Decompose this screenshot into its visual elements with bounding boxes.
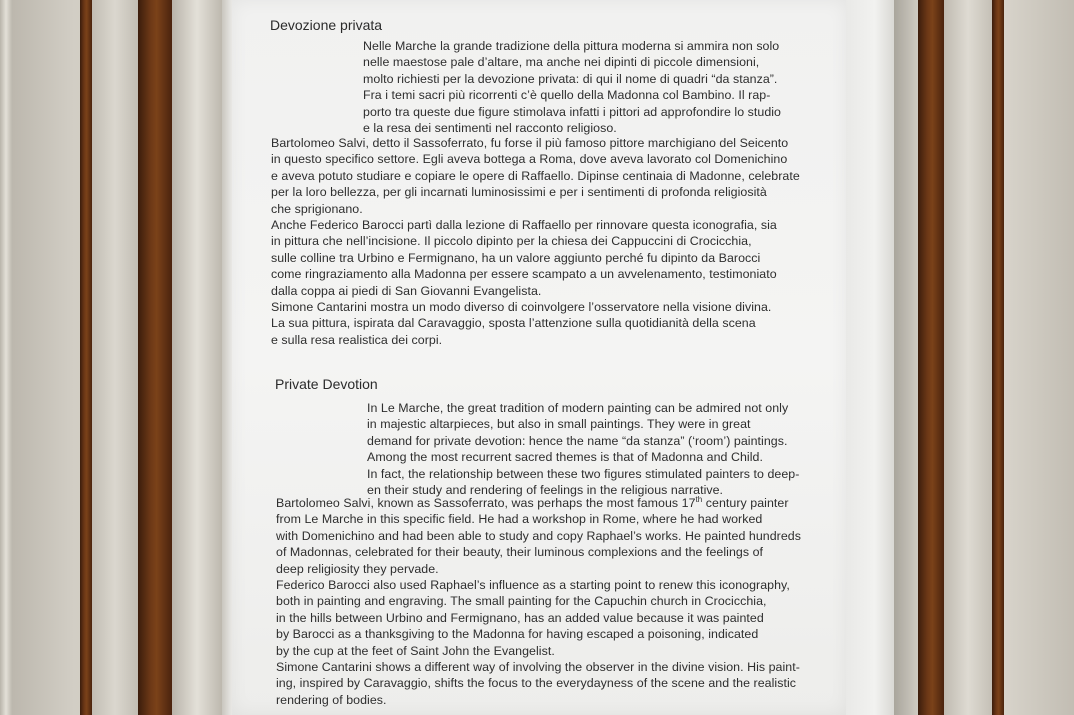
english-intro-line: demand for private devotion: hence the name “da stanza” (‘room’) paintings.	[367, 433, 788, 448]
wall-trim-right-inner	[894, 0, 918, 715]
wooden-frame-left-outer	[80, 0, 92, 715]
english-body-line: with Domenichino and had been able to study and copy Raphael’s works. He painted hundreds	[276, 528, 801, 543]
panel-edge-left	[222, 0, 232, 715]
english-body-line: of Madonnas, celebrated for their beauty, their luminous complexions and the feelings of	[276, 545, 763, 560]
italian-intro-line: e la resa dei sentimenti nel racconto religioso.	[363, 121, 617, 136]
italian-body	[271, 135, 800, 348]
italian-body-line: in questo specifico settore. Egli aveva bottega a Roma, dove aveva lavorato col Domenichino	[271, 152, 788, 167]
italian-body-line: e aveva potuto studiare e copiare le opere di Raffaello. Dipinse centinaia di Madonne, celebrate	[271, 168, 800, 183]
wall-trim-right	[944, 0, 992, 715]
italian-body-line: sulle colline tra Urbino e Fermignano, ha un valore aggiunto perché fu dipinto da Barocci	[271, 250, 761, 265]
english-intro-line: Among the most recurrent sacred themes is that of Madonna and Child.	[367, 450, 763, 465]
english-title: Private Devotion	[275, 376, 378, 392]
wall-trim-left-inner	[172, 0, 222, 715]
italian-intro-line: Fra i temi sacri più ricorrenti c’è quello della Madonna col Bambino. Il rap-	[363, 88, 771, 103]
english-body-line: by the cup at the feet of Saint John the Evangelist.	[276, 643, 555, 658]
english-body-line: Federico Barocci also used Raphael’s influence as a starting point to renew this iconography,	[276, 578, 790, 593]
italian-body-line: dalla coppa ai piedi di San Giovanni Evangelista.	[271, 283, 542, 298]
english-body-line: by Barocci as a thanksgiving to the Madonna for having escaped a poisoning, indicated	[276, 627, 759, 642]
italian-intro	[363, 38, 781, 136]
english-body-line: rendering of bodies.	[276, 692, 387, 707]
english-body	[276, 495, 801, 708]
english-body-line: ing, inspired by Caravaggio, shifts the focus to the everydayness of the scene and the realistic	[276, 676, 796, 691]
english-body-line1-pre: Bartolomeo Salvi, known as Sassoferrato, was perhaps the most famous 17	[276, 496, 696, 510]
english-body-line: in the hills between Urbino and Fermignano, has an added value because it was painted	[276, 610, 764, 625]
english-intro-line: In Le Marche, the great tradition of modern painting can be admired not only	[367, 401, 789, 415]
italian-intro-line: molto richiesti per la devozione privata: di qui il nome di quadri “da stanza”.	[363, 71, 778, 86]
italian-intro-line: porto tra queste due figure stimolava infatti i pittori ad approfondire lo studio	[363, 104, 781, 119]
italian-body-line: Anche Federico Barocci partì dalla lezione di Raffaello per rinnovare questa iconografia, sia	[271, 218, 777, 233]
italian-body-line: Simone Cantarini mostra un modo diverso di coinvolgere l’osservatore nella visione divina.	[271, 300, 772, 315]
wooden-frame-left	[138, 0, 172, 715]
english-intro-line: In fact, the relationship between these two figures stimulated painters to deep-	[367, 466, 800, 481]
english-body-line: Simone Cantarini shows a different way of involving the observer in the divine vision. His paint-	[276, 660, 800, 675]
italian-body-line: e sulla resa realistica dei corpi.	[271, 332, 443, 347]
italian-body-line: per la loro bellezza, per gli incarnati luminosissimi e per i sentimenti di profonda religiosità	[271, 185, 767, 200]
english-body-line1-post: century painter	[702, 496, 789, 510]
english-body-line: both in painting and engraving. The small painting for the Capuchin church in Crocicchia,	[276, 594, 767, 609]
italian-intro-line: nelle maestose pale d’altare, ma anche nei dipinti di piccole dimensioni,	[363, 55, 760, 70]
ordinal-suffix: th	[695, 494, 703, 504]
english-body-line: deep religiosity they pervade.	[276, 561, 439, 576]
italian-body-line: che sprigionano.	[271, 201, 363, 216]
wooden-frame-right	[918, 0, 944, 715]
italian-body-line: in pittura che nell’incisione. Il piccolo dipinto per la chiesa dei Cappuccini di Crocicchia,	[271, 234, 752, 249]
english-body-line	[276, 495, 801, 511]
italian-body-line: come ringraziamento alla Madonna per essere scampato a un avvelenamento, testimoniato	[271, 267, 777, 282]
wall-trim-left	[92, 0, 138, 715]
italian-body-line: La sua pittura, ispirata dal Caravaggio, sposta l’attenzione sulla quotidianità della scena	[271, 316, 756, 331]
english-intro-line: en their study and rendering of feelings in the religious narrative.	[367, 483, 724, 498]
italian-body-line: Bartolomeo Salvi, detto il Sassoferrato, fu forse il più famoso pittore marchigiano del Seicento	[271, 136, 789, 150]
italian-title: Devozione privata	[270, 17, 383, 33]
wall-trim-left-outer	[0, 0, 12, 715]
italian-intro-line: Nelle Marche la grande tradizione della pittura moderna si ammira non solo	[363, 39, 780, 53]
wooden-frame-right-outer	[992, 0, 1004, 715]
english-intro	[367, 400, 799, 498]
english-intro-line: in majestic altarpieces, but also in small paintings. They were in great	[367, 417, 751, 432]
english-body-line: from Le Marche in this specific field. He had a workshop in Rome, where he had worked	[276, 512, 763, 527]
panel-edge-right	[846, 0, 894, 715]
